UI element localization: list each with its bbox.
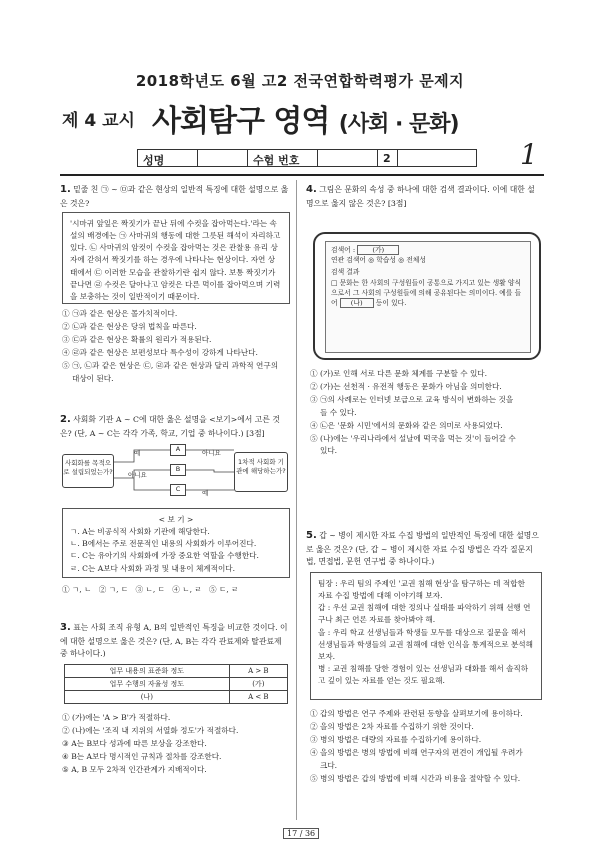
id-digit: 2 — [378, 150, 398, 166]
q1-number: 1. — [60, 184, 71, 195]
q1-options — [62, 308, 294, 385]
table-cell: (가) — [229, 678, 287, 691]
q1-box: '시마귀 앞잎은 짝짓기가 끝난 뒤에 수컷을 잡아먹는다.'라는 속설의 배경에는 ㉠ 사마귀의 행동에 대한 그릇된 해석이 자리하고 있다. ㉡ 사마귀의 암컷이 수컷을 잡아먹는 것은 관찰용 유리 상자에 갇혀서 짝짓기를 하는 경우에 나타나는 현상이다. 자연 상태에서 ㉢ 이러한 모습을 관찰하기란 쉽지 않다. 보통 짝짓기가 끝나면 ㉣ 수컷은 달아나고 암컷은 다른 먹이를 잡아먹으며 기력을 보충하는 것이 일반적이기 때문이다. — [62, 212, 290, 304]
dialogue-line: 을 : 우리 학교 선생님들과 학생들 모두를 대상으로 질문을 해서 선생님들과 학생들의 교권 침해에 대한 인식을 통계적으로 분석해 보자. — [318, 627, 533, 661]
flow-node-a: A — [170, 444, 186, 456]
search-input[interactable]: (가) — [357, 245, 399, 255]
subject-title — [152, 96, 459, 140]
name-field[interactable] — [198, 150, 248, 166]
q3-option[interactable]: ① (가)에는 'A > B'가 적절하다. — [62, 713, 171, 722]
id-box — [137, 149, 477, 167]
q1-option[interactable]: ① ㉠과 같은 현상은 몰가치적이다. — [62, 309, 178, 318]
flow-node-c: C — [170, 484, 186, 496]
dialogue-line: 갑 : 우선 교권 침해에 대한 정의나 실태를 파악하기 위해 선행 연구나 최근 언론 자료를 찾아봐야 해. — [318, 603, 531, 625]
q3-table — [64, 664, 288, 704]
dialogue-line: 팀장 : 우리 팀의 주제인 '교권 침해 현상'을 탐구하는 데 적합한 자료 수집 방법에 대해 이야기해 보자. — [318, 579, 525, 601]
column-divider — [296, 180, 297, 820]
search-label: 검색어 : — [331, 246, 356, 254]
q5-stem — [306, 528, 542, 568]
q2-choices[interactable]: ① ㄱ, ㄴ ② ㄱ, ㄷ ③ ㄴ, ㄷ ④ ㄴ, ㄹ ⑤ ㄷ, ㄹ — [62, 585, 239, 594]
q1-text: 밑줄 친 ㉠ ~ ㉤과 같은 현상의 일반적 특징에 대한 설명으로 옳은 것은? — [60, 185, 289, 208]
page-number: 1 — [520, 138, 538, 171]
q4-text: 그림은 문화의 속성 중 하나에 대한 검색 결과이다. 이에 대한 설명으로 옳지 않은 것은? [3점] — [306, 185, 535, 208]
q4-stem — [306, 182, 542, 210]
period-label: 제 4 교시 — [62, 111, 135, 131]
flow-question-1: 사회화를 목적으로 설립되었는가? — [62, 454, 114, 488]
bogi-item: ㄷ. C는 유아기의 사회화에 가장 중요한 역할을 수행한다. — [70, 551, 259, 561]
subject-sub: (사회 · 문화) — [338, 112, 459, 137]
q3-text: 표는 사회 조직 유형 A, B의 일반적인 특징을 비교한 것이다. 이에 대한 설명으로 옳은 것은? (단, A, B는 각각 관료제와 탈관료제 중 하나이다.) — [60, 623, 288, 658]
flow-question-2: 1차적 사회화 기관에 해당하는가? — [234, 452, 288, 492]
bogi-title: < 보 기 > — [158, 515, 194, 524]
table-row — [65, 678, 288, 691]
result-title: 검색 결과 — [331, 268, 360, 277]
q3-option[interactable]: ⑤ A, B 모두 2차적 인간관계가 지배적이다. — [62, 764, 207, 774]
id-field-2[interactable] — [398, 150, 476, 166]
table-cell: (나) — [65, 691, 230, 704]
q4-options — [310, 368, 544, 458]
related-link-2[interactable]: 전체성 — [406, 256, 426, 265]
q4-option[interactable]: ① (가)로 인해 서로 다른 문화 체계를 구분할 수 있다. — [310, 369, 488, 378]
q5-options — [310, 708, 544, 785]
table-row — [65, 691, 288, 704]
q4-option-cont: 있다. — [320, 446, 338, 456]
table-row — [65, 665, 288, 678]
flow-yes-2: 예 — [202, 489, 209, 497]
search-row — [331, 245, 525, 255]
q2-bogi-box — [62, 508, 290, 578]
q1-option[interactable]: ⑤ ㉠, ㉡과 같은 현상은 ㉢, ㉣과 같은 현상과 달리 과학적 연구의 — [62, 360, 279, 370]
q4-option[interactable]: ⑤ (나)에는 '우리나라에서 설날에 떡국을 먹는 것'이 들어갈 수 — [310, 433, 516, 443]
subject-main: 사회탐구 영역 — [152, 104, 330, 139]
flow-node-b: B — [170, 464, 186, 476]
table-cell: 업무 내용의 표준화 정도 — [65, 665, 230, 678]
table-cell: A < B — [229, 691, 287, 704]
q2-number: 2. — [60, 414, 71, 425]
bogi-item: ㄴ. B에서는 주로 전문적인 내용의 사회화가 이루어진다. — [70, 539, 257, 549]
bogi-item: ㄱ. A는 비공식적 사회화 기관에 해당한다. — [70, 527, 210, 537]
q5-number: 5. — [306, 530, 317, 541]
q5-option[interactable]: ④ 을의 방법은 병의 방법에 비해 연구자의 편견이 개입될 우려가 — [310, 747, 523, 757]
q2-stem — [60, 412, 290, 440]
name-label: 성명 — [138, 150, 198, 166]
exam-title: 2018학년도 6월 고2 전국연합학력평가 문제지 — [135, 72, 465, 90]
result-body: □ 문화는 한 사회의 구성원들이 공통으로 가지고 있는 생활 양식으로서 그 사회의 구성원들에 의해 공유된다는 의미이다. 예를 들어 — [331, 278, 522, 307]
q1-option[interactable]: ③ ㉢과 같은 현상은 확률의 원리가 적용된다. — [62, 334, 212, 344]
table-cell: 업무 수행의 자율성 정도 — [65, 678, 230, 691]
related-label: 연관 검색어 — [331, 256, 366, 265]
q3-stem — [60, 620, 290, 660]
phone-screen — [325, 241, 531, 353]
header-rule — [60, 174, 544, 176]
q5-option[interactable]: ② 을의 방법은 2차 자료를 수집하기 위한 것이다. — [310, 721, 474, 731]
result-blank: (나) — [340, 298, 374, 308]
q3-option[interactable]: ② (나)에는 '조직 내 지위의 서열화 정도'가 적절하다. — [62, 725, 239, 735]
result-end: 등이 있다. — [375, 298, 407, 307]
phone-frame — [313, 232, 541, 360]
flow-no-1: 아니요 — [128, 471, 147, 479]
q4-number: 4. — [306, 184, 317, 195]
q1-option[interactable]: ② ㉡과 같은 현상은 당위 법칙을 따른다. — [62, 321, 197, 331]
flow-no-2: 아니요 — [202, 449, 221, 457]
q3-option[interactable]: ③ A는 B보다 성과에 따른 보상을 강조한다. — [62, 738, 207, 748]
id-label: 수험 번호 — [248, 150, 318, 166]
q4-option[interactable]: ③ ㉠의 사례로는 인터넷 보급으로 교육 방식이 변화하는 것을 — [310, 394, 514, 404]
page-footer: 17 / 36 — [283, 828, 319, 839]
q3-options — [62, 712, 294, 777]
q1-stem — [60, 182, 290, 210]
q5-option[interactable]: ③ 병의 방법은 대량의 자료를 수집하기에 용이하다. — [310, 734, 482, 744]
q4-option[interactable]: ② (가)는 선천적 · 유전적 행동은 문화가 아님을 의미한다. — [310, 381, 502, 391]
q5-option[interactable]: ① 갑의 방법은 연구 주제와 관련된 동향을 살펴보기에 용이하다. — [310, 709, 523, 718]
q1-option[interactable]: ④ ㉣과 같은 현상은 보편성보다 특수성이 강하게 나타난다. — [62, 347, 258, 357]
q5-box — [310, 572, 542, 700]
q2-text: 사회화 기관 A ~ C에 대한 옳은 설명을 <보기>에서 고른 것은? (단, A ~ C는 각각 가족, 학교, 기업 중 하나이다.) [3점] — [60, 415, 280, 438]
table-cell: A > B — [229, 665, 287, 678]
bogi-item: ㄹ. C는 A보다 사회화 과정 및 내용이 체계적이다. — [70, 563, 236, 573]
result-text — [331, 278, 525, 309]
id-field-1[interactable] — [318, 150, 378, 166]
q3-option[interactable]: ④ B는 A보다 명시적인 규칙과 절차를 강조한다. — [62, 751, 222, 761]
flow-yes-1: 예 — [134, 449, 141, 457]
dialogue-line: 병 : 교권 침해를 당한 경험이 있는 선생님과 대화를 해서 솔직하고 깊이 있는 자료를 얻는 것도 필요해. — [318, 663, 529, 686]
flow-arrows — [114, 442, 234, 504]
q5-option[interactable]: ⑤ 병의 방법은 갑의 방법에 비해 시간과 비용을 절약할 수 있다. — [310, 773, 521, 783]
q2-flowchart — [62, 442, 292, 504]
q5-option-cont: 크다. — [320, 760, 338, 770]
q4-option[interactable]: ④ ㉡은 '문화 시민'에서의 문화와 같은 의미로 사용되었다. — [310, 420, 503, 430]
q3-number: 3. — [60, 622, 71, 633]
related-link-1[interactable]: 학습성 — [376, 256, 396, 265]
q4-option-cont: 들 수 있다. — [320, 407, 357, 417]
related-row: 연관 검색어 ◎ 학습성 ◎ 전체성 — [331, 256, 426, 265]
q5-text: 갑 ~ 병이 제시한 자료 수집 방법의 일반적인 특징에 대한 설명으로 옳은 것은? (단, 갑 ~ 병이 제시한 자료 수집 방법은 각각 질문지법, 면접법, 문헌 연구법 중 하나이다.) — [306, 531, 539, 566]
q1-option-cont: 대상이 된다. — [72, 373, 114, 383]
